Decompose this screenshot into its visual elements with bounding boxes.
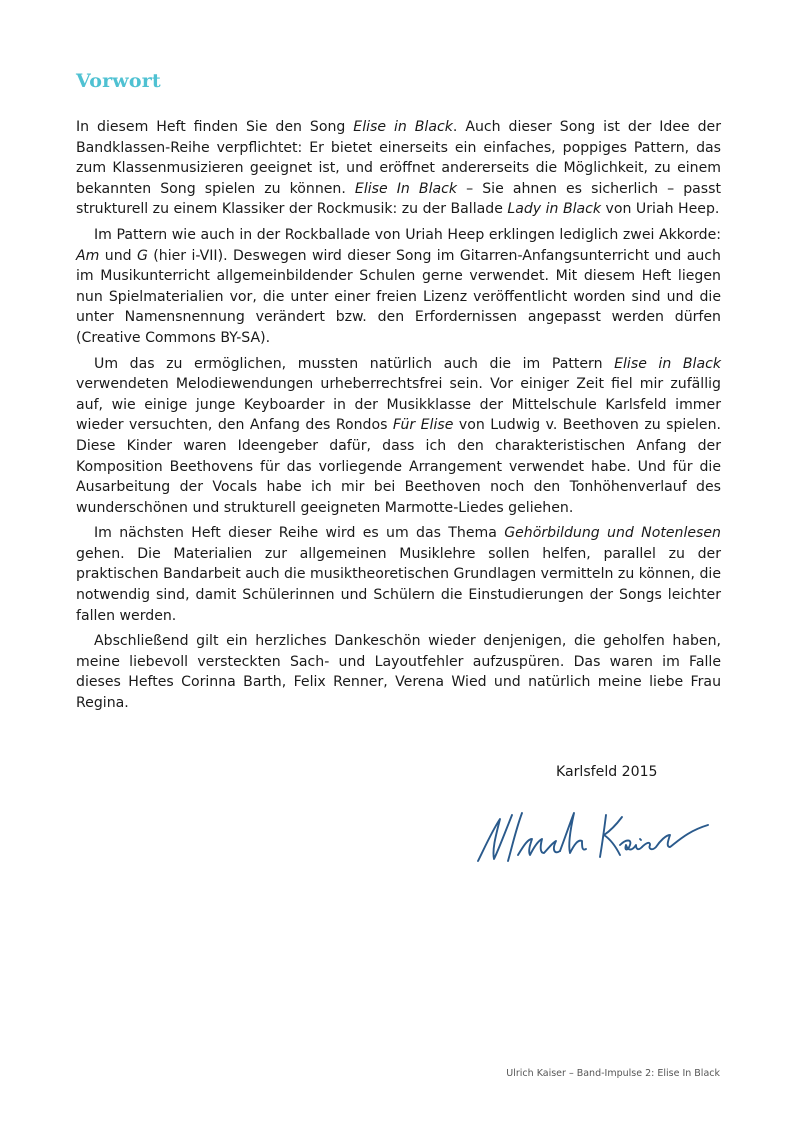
- text-run: und: [99, 247, 137, 264]
- text-run: gehen. Die Materialien zur allgemeinen Musiklehre sollen helfen, parallel zu der praktischen Bandarbeit auch die musiktheoretischen Grundlagen vermitteln zu können, die notwendig sind, damit Schülerinnen und Schülern die Einstudierungen der Songs leichter fallen werden.: [76, 545, 721, 624]
- text-run: Im nächsten Heft dieser Reihe wird es um das Thema: [94, 525, 505, 542]
- page-footer: Ulrich Kaiser – Band-Impulse 2: Elise In Black: [506, 1068, 720, 1079]
- text-run: verwendeten Melodiewendungen urheberrechtsfrei sein. Vor einiger Zeit fiel mir zufällig auf, wie einige junge Keyboarder in der Musikklasse der Mittelschule Karlsfeld immer wieder versuchten, den Anfang des Rondos: [76, 376, 721, 434]
- italic-run: Gehörbildung und Notenlesen: [504, 525, 721, 542]
- text-run: von Uriah Heep.: [601, 201, 720, 218]
- page-heading: Vorwort: [76, 70, 161, 92]
- text-run: Abschließend gilt ein herzliches Dankeschön wieder denjenigen, die geholfen haben, meine liebevoll versteckten Sach- und Layoutfehler aufzuspüren. Das waren im Falle dieses Heftes Corinna Barth, Felix Renner, Verena Wied und natürlich meine liebe Frau Regina.: [76, 633, 721, 712]
- italic-run: Für Elise: [392, 417, 454, 434]
- italic-run: Elise in Black: [353, 119, 453, 135]
- paragraph-3: [76, 354, 721, 519]
- paragraph-5: [76, 631, 721, 713]
- italic-run: Elise In Black: [354, 180, 458, 197]
- italic-run: Am: [76, 247, 100, 264]
- paragraph-4: [76, 523, 721, 626]
- italic-run: G: [136, 247, 148, 264]
- text-run: (hier i-VII). Deswegen wird dieser Song im Gitarren-Anfangsunterricht und auch im Musikunterricht allgemeinbildender Schulen gerne verwendet. Mit diesem Heft liegen nun Spielmaterialien vor, die unter einer freien Lizenz veröffentlicht worden sind und die unter Namensnennung verändert bzw. den Erfordernissen angepasst werden dürfen (Creative Commons BY-SA).: [76, 247, 721, 346]
- text-run: von Ludwig v. Beethoven zu spielen. Diese Kinder waren Ideengeber dafür, dass ich den charakteristischen Anfang der Komposition Beethovens für das vorliegende Arrangement verwendet habe. Und für die Ausarbeitung der Vocals habe ich mir bei Beethoven noch den Tonhöhenverlauf des wunderschönen und strukturell geeigneten Marmotte-Liedes geliehen.: [76, 417, 721, 516]
- italic-run: Lady in Black: [507, 201, 602, 218]
- text-run: In diesem Heft finden Sie den Song: [76, 119, 354, 135]
- italic-run: Elise in Black: [614, 355, 721, 372]
- place-date: Karlsfeld 2015: [556, 764, 658, 780]
- text-run: Im Pattern wie auch in der Rockballade von Uriah Heep erklingen lediglich zwei Akkorde:: [94, 226, 721, 243]
- paragraph-1: [76, 117, 721, 220]
- text-run: – Sie ahnen es sicherlich – passt strukturell zu einem Klassiker der Rockmusik: zu der Ballade: [76, 180, 721, 218]
- paragraph-2: [76, 225, 721, 349]
- text-run: . Auch dieser Song ist der Idee der Bandklassen-Reihe verpflichtet: Er bietet einerseits ein einfaches, poppiges Pattern, das zum Klassenmusizieren geeignet ist, und eröffnet andererseits die Möglichkeit, zu einem bekannten Song spielen zu können.: [76, 119, 722, 197]
- text-run: Um das zu ermöglichen, mussten natürlich auch die im Pattern: [94, 355, 615, 372]
- handwritten-signature: [470, 805, 720, 875]
- body-text: [76, 117, 721, 719]
